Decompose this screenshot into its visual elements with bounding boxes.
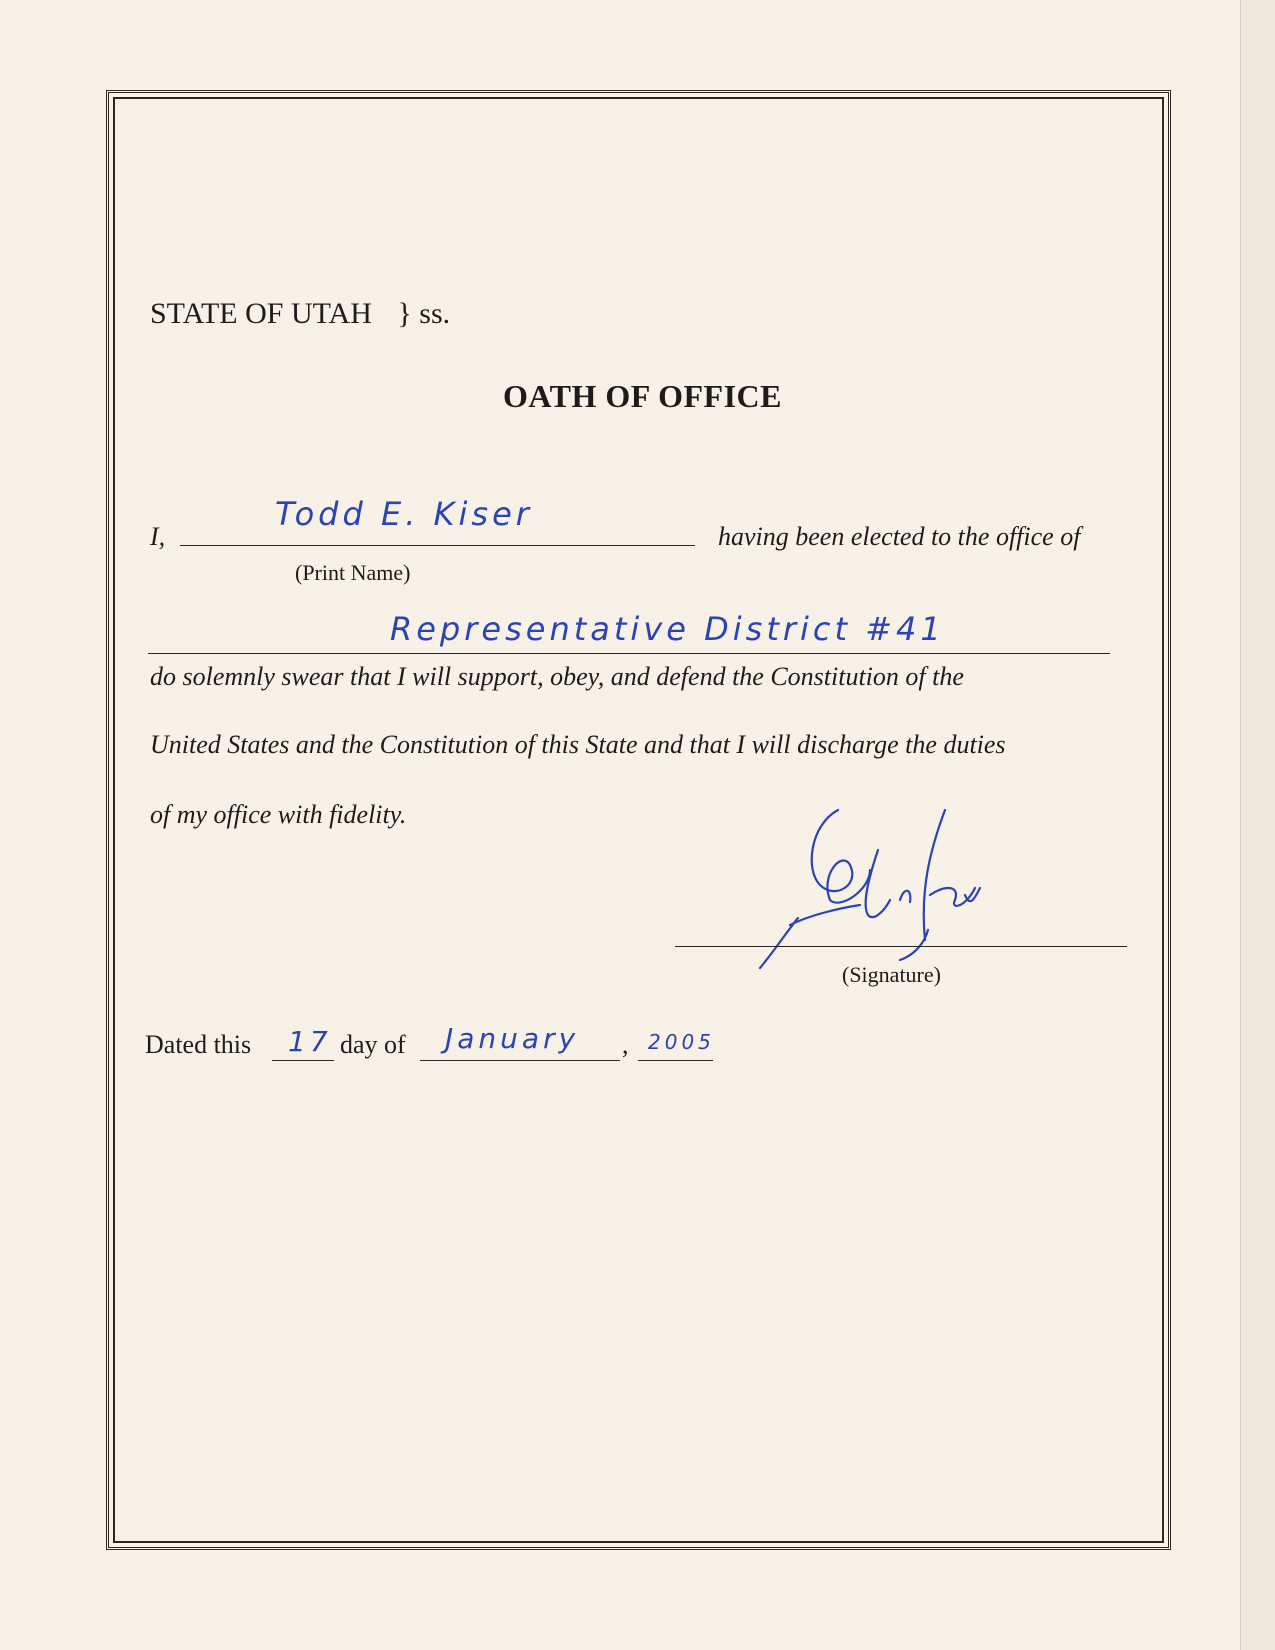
page-edge <box>1240 0 1275 1650</box>
signature-stroke-8 <box>790 905 860 925</box>
day-value[interactable]: 17 <box>288 1025 332 1058</box>
day-of-text: day of <box>340 1030 406 1059</box>
year-line <box>638 1060 713 1061</box>
state-name: STATE OF UTAH <box>150 297 372 330</box>
year-value[interactable]: 2005 <box>648 1030 715 1054</box>
day-line <box>272 1060 334 1061</box>
month-value[interactable]: January <box>445 1022 580 1055</box>
signature-label: (Signature) <box>842 962 941 987</box>
signature-stroke-5 <box>930 888 975 906</box>
page-title: OATH OF OFFICE <box>503 378 782 414</box>
signature-scribble[interactable] <box>750 790 1010 990</box>
print-name-line <box>180 545 695 546</box>
print-name-label: (Print Name) <box>295 560 411 585</box>
oath-line-3: of my office with fidelity. <box>150 800 407 829</box>
signature-stroke-4 <box>924 810 945 940</box>
oath-line-2: United States and the Constitution of this State and that I will discharge the duties <box>150 730 1006 759</box>
pronoun-i: I, <box>150 522 166 551</box>
ss-mark: } ss. <box>397 297 451 330</box>
date-comma: , <box>622 1030 629 1059</box>
print-name-value[interactable]: Todd E. Kiser <box>275 495 533 533</box>
signature-stroke-2 <box>866 850 890 917</box>
signature-stroke-7 <box>760 918 798 968</box>
oath-line-1: do solemnly swear that I will support, obey, and defend the Constitution of the <box>150 662 964 691</box>
office-line <box>148 653 1110 654</box>
dated-prefix: Dated this <box>145 1030 252 1059</box>
month-line <box>420 1060 620 1061</box>
state-heading <box>150 297 450 331</box>
elected-text: having been elected to the office of <box>718 522 1081 551</box>
signature-stroke-3 <box>900 891 910 902</box>
signature-line <box>675 946 1127 947</box>
signature-stroke-1 <box>812 810 870 903</box>
office-value[interactable]: Representative District #41 <box>390 610 945 648</box>
